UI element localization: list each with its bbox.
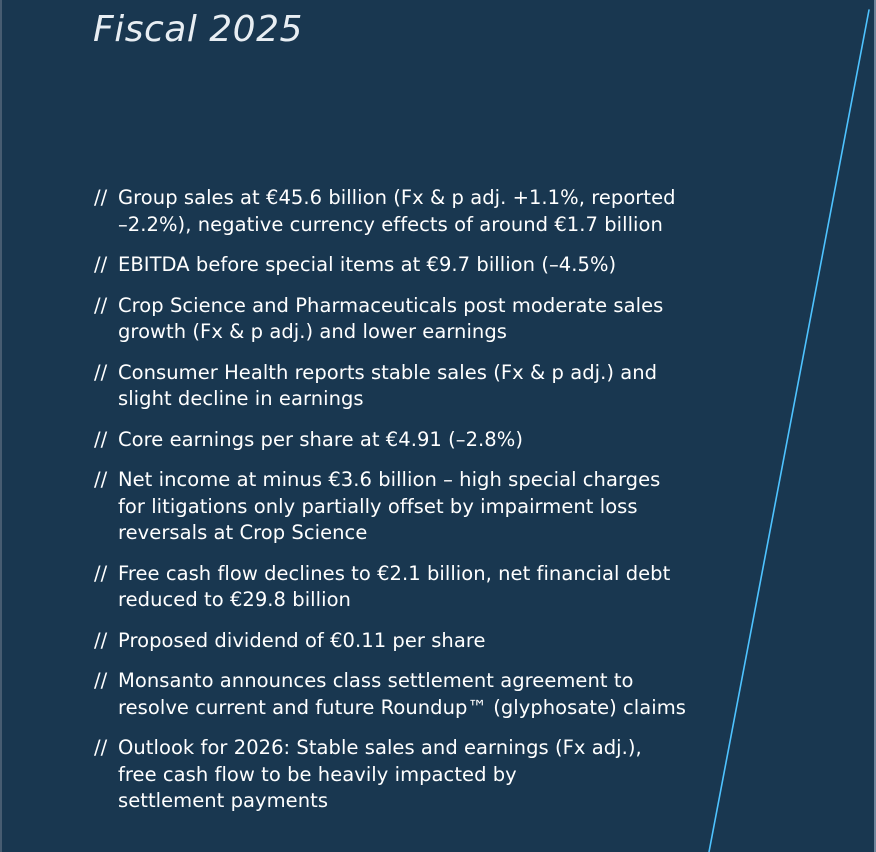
highlight-line: free cash flow to be heavily impacted by [118,762,517,786]
highlight-item-outlook [94,735,744,815]
highlight-line: reduced to €29.8 billion [118,588,351,611]
highlight-line: Net income at minus €3.6 billion – high special charges [118,468,661,491]
slash-marker-icon: // [94,186,108,209]
highlights-list [94,185,744,815]
highlight-line: Core earnings per share at €4.91 (–2.8%) [118,427,523,451]
highlight-item-free-cash-flow [94,561,744,614]
highlight-item-core-eps [94,427,744,454]
slash-marker-icon: // [94,669,108,692]
highlight-line: Free cash flow declines to €2.1 billion, net financial debt [118,561,671,585]
highlight-line: growth (Fx & p adj.) and lower earnings [118,320,507,343]
highlight-line: Monsanto announces class settlement agreement to [118,669,634,692]
highlight-line: Group sales at €45.6 billion (Fx & p adj. +1.1%, reported [118,186,676,209]
slash-marker-icon: // [94,293,108,317]
highlight-item-group-sales [94,185,744,238]
highlight-line: for litigations only partially offset by impairment loss [118,494,638,518]
highlight-line: EBITDA before special items at €9.7 billion (–4.5%) [118,253,617,276]
slash-marker-icon: // [94,628,108,652]
highlight-line: settlement payments [118,789,329,812]
slash-marker-icon: // [94,360,108,384]
highlight-line: –2.2%), negative currency effects of around €1.7 billion [118,212,663,236]
highlight-item-crop-pharma [94,293,744,346]
slash-marker-icon: // [94,427,108,451]
page-title: Fiscal 2025 [93,9,303,50]
highlight-item-settlement [94,668,744,721]
highlight-line: Outlook for 2026: Stable sales and earnings (Fx adj.), [118,736,642,759]
highlight-line: Crop Science and Pharmaceuticals post moderate sales [118,293,664,317]
left-frame-border [0,0,2,852]
highlight-line: Consumer Health reports stable sales (Fx & p adj.) and [118,360,658,384]
highlight-item-consumer-health [94,360,744,413]
highlight-line: Proposed dividend of €0.11 per share [118,628,486,652]
slash-marker-icon: // [94,468,108,491]
highlight-line: resolve current and future Roundup™ (glyphosate) claims [118,695,686,719]
slash-marker-icon: // [94,561,108,585]
highlight-item-dividend [94,628,744,655]
highlight-line: reversals at Crop Science [118,521,368,544]
slash-marker-icon: // [94,736,108,759]
highlight-item-net-income [94,467,744,547]
highlight-line: slight decline in earnings [118,387,364,410]
slash-marker-icon: // [94,253,108,276]
highlight-item-ebitda [94,252,744,279]
